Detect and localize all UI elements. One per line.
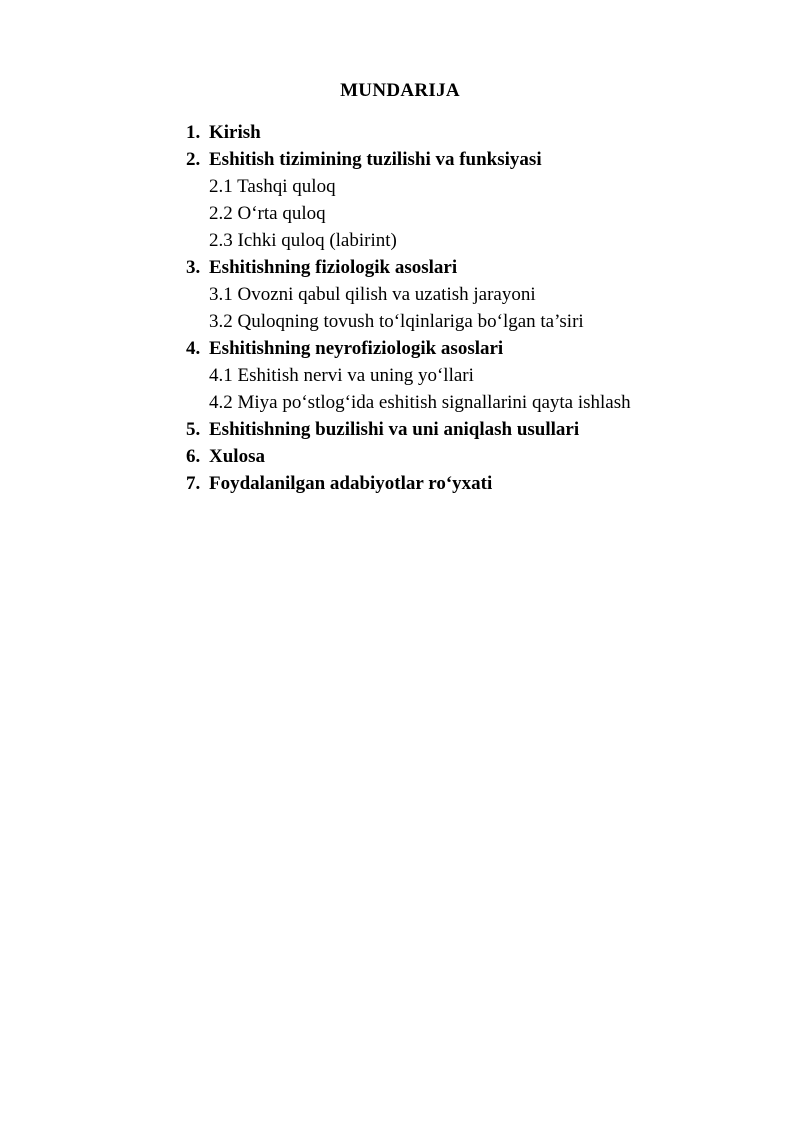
toc-entry-label: Kirish — [209, 122, 261, 143]
toc-entry[interactable] — [205, 336, 740, 417]
toc-entry[interactable] — [205, 120, 740, 147]
toc-subentry[interactable]: 2.2 O‘rta quloq — [209, 202, 326, 224]
toc-entry-label: Foydalanilgan adabiyotlar ro‘yxati — [209, 472, 493, 494]
table-of-contents — [60, 120, 740, 498]
toc-subentries — [209, 282, 740, 336]
toc-subentry[interactable]: 3.1 Ovozni qabul qilish va uzatish jarayoni — [209, 283, 536, 305]
toc-subentry[interactable]: 4.1 Eshitish nervi va uning yo‘llari — [209, 364, 474, 386]
toc-entry[interactable] — [205, 471, 740, 498]
toc-subentries — [209, 363, 740, 417]
toc-subentries — [209, 174, 740, 255]
toc-subentry[interactable]: 3.2 Quloqning tovush to‘lqinlariga bo‘lgan ta’siri — [209, 310, 584, 332]
toc-entry-label: Eshitishning buzilishi va uni aniqlash usullari — [209, 418, 580, 440]
toc-entry-label: Xulosa — [209, 445, 265, 467]
toc-entry[interactable] — [205, 255, 740, 336]
toc-entry-label: Eshitish tizimining tuzilishi va funksiyasi — [209, 148, 542, 170]
toc-entry-label: Eshitishning fiziologik asoslari — [209, 256, 458, 278]
toc-entry[interactable] — [205, 444, 740, 471]
toc-subentry[interactable]: 2.3 Ichki quloq (labirint) — [209, 229, 397, 251]
page-title: MUNDARIJA — [340, 80, 460, 101]
toc-entry[interactable] — [205, 417, 740, 444]
toc-entry-label: Eshitishning neyrofiziologik asoslari — [209, 337, 504, 359]
toc-entry[interactable] — [205, 147, 740, 255]
toc-subentry[interactable]: 2.1 Tashqi quloq — [209, 175, 336, 197]
toc-subentry[interactable]: 4.2 Miya po‘stlog‘ida eshitish signallarini qayta ishlash — [209, 391, 631, 413]
